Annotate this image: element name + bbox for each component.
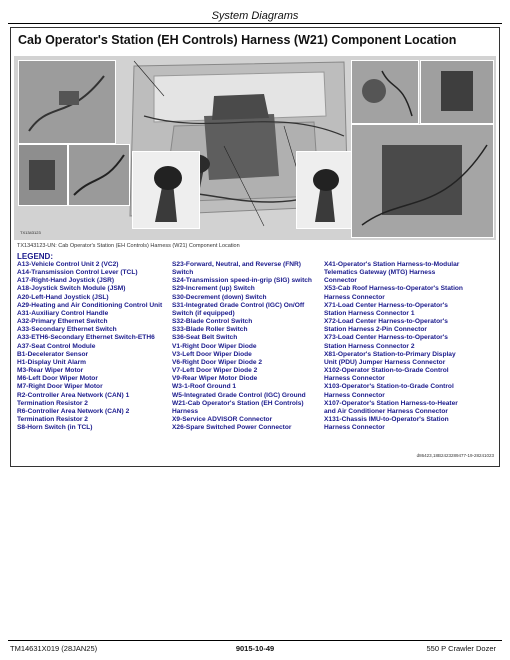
legend-item: Connector (324, 277, 357, 285)
legend-item: V6-Right Door Wiper Diode 2 (172, 358, 263, 366)
legend-item: H1-Display Unit Alarm (17, 358, 87, 366)
legend-item: A29-Heating and Air Conditioning Control Unit (17, 301, 163, 309)
legend-item: V7-Left Door Wiper Diode 2 (172, 367, 258, 375)
footer-divider (8, 640, 502, 641)
legend-item: S31-Integrated Grade Control (IGC) On/Off (172, 301, 305, 309)
legend-item: A18-Joystick Switch Module (JSM) (17, 285, 126, 293)
page-heading: Cab Operator's Station (EH Controls) Harness (W21) Component Location (18, 33, 457, 47)
legend-item: W21-Cab Operator's Station (EH Controls) (172, 399, 304, 407)
legend-item: S23-Forward, Neutral, and Reverse (FNR) (172, 261, 301, 268)
legend-item: A13-Vehicle Control Unit 2 (VC2) (17, 261, 119, 268)
footer-page-number: 9015-10-49 (235, 644, 275, 653)
legend-item: W5-Integrated Grade Control (IGC) Ground (172, 391, 306, 399)
legend-item: R2-Controller Area Network (CAN) 1 (17, 391, 130, 399)
legend-item: Switch (if equipped) (172, 309, 235, 317)
legend-item: X53-Cab Roof Harness-to-Operator's Station (324, 285, 463, 293)
legend-item: Station Harness Connector 2 (324, 342, 415, 350)
legend-item: X72-Load Center Harness-to-Operator's (324, 318, 448, 326)
inset-image (68, 144, 130, 206)
legend-item: S30-Decrement (down) Switch (172, 293, 267, 301)
legend-item: X41-Operator's Station Harness-to-Modular (324, 261, 460, 268)
legend-item: Switch (172, 269, 194, 277)
inset-image (351, 124, 494, 238)
legend-item: M3-Rear Wiper Motor (17, 367, 84, 375)
legend-item: X131-Chassis IMU-to-Operator's Station (324, 415, 449, 423)
legend-item: A37-Seat Control Module (17, 342, 96, 350)
legend-item: A33-ETH6-Secondary Ethernet Switch-ETH6 (17, 334, 155, 342)
inset-joystick-image (296, 151, 354, 229)
legend-title: LEGEND: (17, 252, 53, 261)
legend-item: Unit (PDU) Jumper Harness Connector (324, 358, 446, 366)
footer-machine-model: 550 P Crawler Dozer (426, 644, 496, 653)
legend-item: M6-Left Door Wiper Motor (17, 375, 98, 383)
legend-item: Harness Connector (324, 293, 385, 301)
legend-item: X71-Load Center Harness-to-Operator's (324, 301, 448, 309)
legend-item: Harness Connector (324, 424, 385, 432)
legend-item: A32-Primary Ethernet Switch (17, 318, 108, 326)
legend-item: S24-Transmission speed-in-grip (SIG) switch (172, 277, 312, 285)
legend-item: X107-Operator's Station Harness-to-Heater (324, 399, 458, 407)
legend-item: X102-Operator Station-to-Grade Control (324, 367, 449, 375)
legend-item: Termination Resistor 2 (17, 399, 88, 407)
inset-joystick-image (132, 151, 200, 229)
legend-reference-code: d86423,18B2423289477-19-28241023 (416, 453, 494, 458)
legend-item: A33-Secondary Ethernet Switch (17, 326, 117, 334)
footer-manual-id: TM14631X019 (28JAN25) (10, 644, 98, 653)
legend-item: S33-Blade Roller Switch (172, 326, 248, 334)
figure-reference: TX1343123 (20, 230, 41, 235)
legend-item: S29-Increment (up) Switch (172, 285, 255, 293)
legend-item: Station Harness 2-Pin Connector (324, 326, 427, 334)
legend-item: Harness Connector (324, 375, 385, 383)
legend-item: Termination Resistor 2 (17, 415, 88, 423)
legend-item: X81-Operator's Station-to-Primary Display (324, 350, 456, 358)
component-location-figure (14, 56, 496, 240)
legend-item: X73-Load Center Harness-to-Operator's (324, 334, 448, 342)
inset-image (18, 144, 68, 206)
legend-item: S32-Blade Control Switch (172, 318, 253, 326)
legend-column-1 (17, 261, 167, 432)
legend-item: S8-Horn Switch (in TCL) (17, 424, 93, 432)
legend-item: Station Harness Connector 1 (324, 309, 415, 317)
legend-item: X103-Operator's Station-to-Grade Control (324, 383, 454, 391)
legend-item: A31-Auxiliary Control Handle (17, 309, 109, 317)
legend-item: and Air Conditioner Harness Connector (324, 407, 448, 415)
section-title: System Diagrams (211, 10, 299, 22)
legend-item: V3-Left Door Wiper Diode (172, 350, 252, 358)
inset-image (18, 60, 116, 144)
legend-item: X26-Spare Switched Power Connector (172, 424, 292, 432)
header-divider (8, 23, 502, 24)
legend-item: Harness Connector (324, 391, 385, 399)
legend-item: W3-1-Roof Ground 1 (172, 383, 237, 391)
legend-item: X9-Service ADVISOR Connector (172, 415, 273, 423)
legend-item: A14-Transmission Control Lever (TCL) (17, 269, 138, 277)
legend-item: S36-Seat Belt Switch (172, 334, 238, 342)
inset-image (420, 60, 494, 124)
figure-caption: TX1343123-UN: Cab Operator's Station (EH Controls) Harness (W21) Component Location (17, 243, 240, 249)
legend-item: M7-Right Door Wiper Motor (17, 383, 103, 391)
legend-column-3 (324, 261, 494, 432)
legend-column-2 (172, 261, 322, 432)
legend-item: Harness (172, 407, 199, 415)
legend-item: V9-Rear Wiper Motor Diode (172, 375, 258, 383)
legend-item: V1-Right Door Wiper Diode (172, 342, 257, 350)
inset-image (351, 60, 419, 124)
legend-item: B1-Decelerator Sensor (17, 350, 89, 358)
legend-item: A20-Left-Hand Joystick (JSL) (17, 293, 109, 301)
legend-item: R6-Controller Area Network (CAN) 2 (17, 407, 130, 415)
legend-item: A17-Right-Hand Joystick (JSR) (17, 277, 115, 285)
legend-item: Telematics Gateway (MTG) Harness (324, 269, 436, 277)
